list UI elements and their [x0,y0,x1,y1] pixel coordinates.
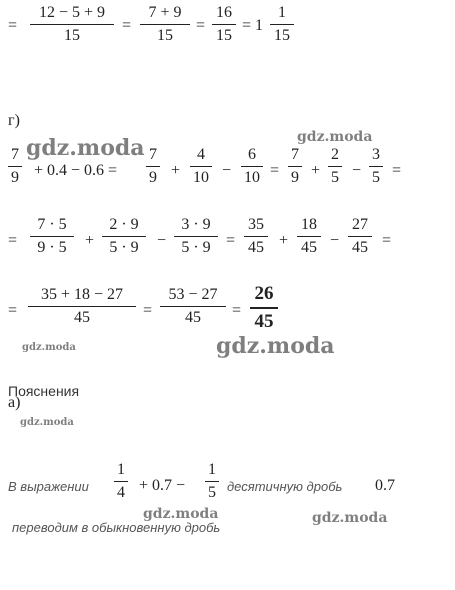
result-fraction [250,283,278,333]
numerator: 7 · 5 [37,216,67,233]
denominator: 45 [301,239,317,256]
plus-sign: + [311,162,321,179]
watermark: gdz.moda [297,129,373,145]
numerator: 1 [208,461,216,478]
fraction [328,146,342,187]
denominator: 45 [74,309,90,326]
denominator: 5 [331,169,339,186]
denominator: 4 [117,484,125,501]
watermark: gdz.moda [22,342,76,353]
numerator: 35 + 18 − 27 [40,286,124,303]
denominator: 5 [208,484,216,501]
numerator: 16 [216,4,232,21]
denominator: 15 [216,27,232,44]
denominator: 10 [244,169,260,186]
numerator: 7 + 9 [148,4,182,21]
denominator: 9 [11,169,19,186]
fraction [160,286,226,327]
fraction [369,146,383,187]
part-g-label: г) [8,112,20,129]
numerator: 7 [149,146,157,163]
decimal-expression: + 0.4 − 0.6 = [34,162,118,179]
fraction [114,461,128,502]
denominator: 5 · 9 [181,239,211,256]
numerator: 35 [248,216,264,233]
numerator: 1 [117,461,125,478]
numerator: 3 [372,146,380,163]
numerator: 2 [331,146,339,163]
denominator: 45 [254,311,274,332]
fraction [244,216,268,257]
watermark: gdz.moda [20,417,74,428]
numerator: 2 · 9 [109,216,139,233]
explanation-text: десятичную дробь [227,479,343,494]
numerator: 7 [291,146,299,163]
numerator: 7 [11,146,19,163]
watermark: gdz.moda [143,506,219,522]
mixed-number-whole: = 1 [242,17,264,34]
denominator: 9 · 5 [37,239,67,256]
minus-sign: − [157,232,167,249]
numerator: 27 [352,216,368,233]
equals-sign: = [8,302,18,319]
equals-sign: = [143,302,153,319]
fraction [190,146,212,187]
plus-sign: + [85,232,95,249]
fraction [28,286,136,327]
denominator: 45 [352,239,368,256]
fraction [348,216,372,257]
minus-sign: − [222,162,232,179]
fraction [146,146,160,187]
numerator: 6 [248,146,256,163]
denominator: 5 [372,169,380,186]
minus-sign: − [330,232,340,249]
minus-sign: − [352,162,362,179]
fraction [270,4,294,45]
plus-sign: + [279,232,289,249]
fraction [174,216,218,257]
fraction [241,146,263,187]
denominator: 5 · 9 [109,239,139,256]
equals-sign: = [270,162,280,179]
equals-sign: = [122,17,132,34]
watermark: gdz.moda [312,510,388,526]
numerator: 26 [254,283,274,304]
equals-sign: = [8,17,18,34]
denominator: 9 [291,169,299,186]
fraction [30,216,74,257]
decimal-value: 0.7 [375,477,395,494]
denominator: 10 [193,169,209,186]
decimal-expression: + 0.7 − [139,477,186,494]
equals-sign: = [226,232,236,249]
denominator: 15 [274,27,290,44]
numerator: 3 · 9 [181,216,211,233]
fraction [288,146,302,187]
numerator: 1 [278,4,286,21]
fraction [297,216,321,257]
denominator: 15 [157,27,173,44]
denominator: 9 [149,169,157,186]
part-a-label: а) [8,394,21,411]
numerator: 12 − 5 + 9 [38,4,106,21]
plus-sign: + [171,162,181,179]
equals-sign: = [392,162,402,179]
equals-sign: = [232,302,242,319]
explanation-text: переводим в обыкновенную дробь [12,520,221,535]
fraction [140,4,190,45]
denominator: 15 [64,27,80,44]
numerator: 18 [301,216,317,233]
fraction [102,216,146,257]
denominator: 45 [185,309,201,326]
explanation-text: В выражении [8,479,89,494]
denominator: 45 [248,239,264,256]
fraction [212,4,236,45]
explanations-heading: Пояснения [8,383,80,399]
numerator: 53 − 27 [168,286,218,303]
equals-sign: = [196,17,206,34]
fraction [205,461,219,502]
watermark: gdz.moda [26,135,145,161]
equals-sign: = [382,232,392,249]
equals-sign: = [8,232,18,249]
watermark: gdz.moda [216,333,335,359]
numerator: 4 [197,146,205,163]
fraction [8,146,22,187]
fraction [30,4,114,45]
